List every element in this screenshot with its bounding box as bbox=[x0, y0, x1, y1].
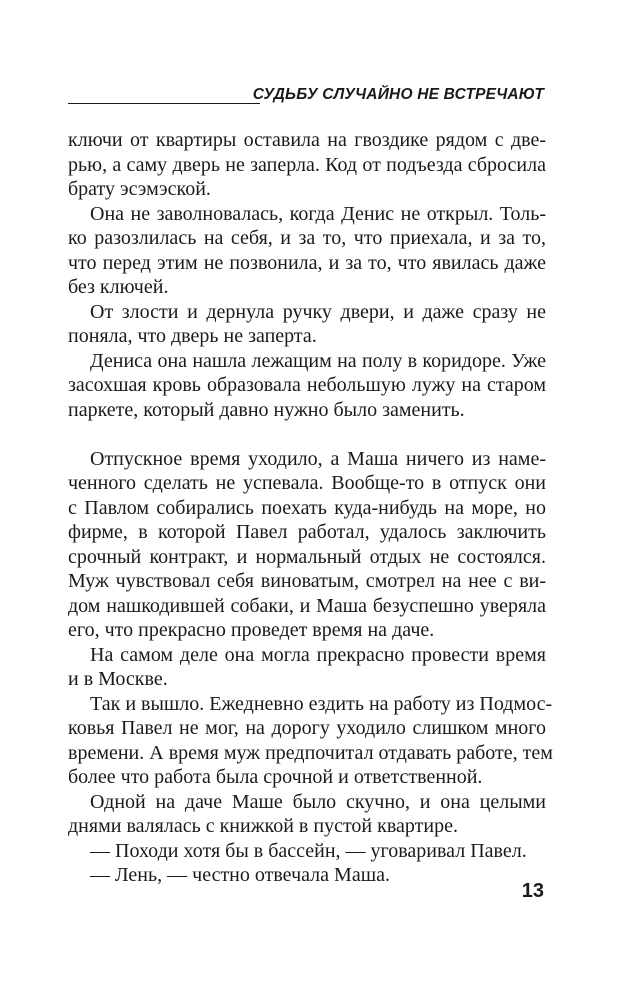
text-line: Дениса она нашла лежащим на полу в коридоре. Уже bbox=[90, 349, 546, 372]
running-title: СУДЬБУ СЛУЧАЙНО НЕ ВСТРЕЧАЮТ bbox=[252, 86, 544, 103]
text-line: его, что прекрасно проведет время на даче. bbox=[68, 619, 435, 641]
text-line: На самом деле она могла прекрасно провести время bbox=[90, 643, 546, 666]
text-line: и в Москве. bbox=[68, 668, 168, 690]
text-line: — Походи хотя бы в бассейн, — уговаривал Павел. bbox=[90, 839, 527, 862]
page-number: 13 bbox=[521, 880, 544, 902]
running-header bbox=[68, 86, 544, 110]
text-line: что перед этим не позвонила, и за то, что явилась даже bbox=[68, 251, 546, 274]
text-line: От злости и дернула ручку двери, и даже сразу не bbox=[90, 300, 546, 323]
text-line: времени. А время муж предпочитал отдавать работе, тем bbox=[68, 741, 553, 764]
text-line: рью, а саму дверь не заперла. Код от подъезда сбросила bbox=[68, 153, 546, 176]
text-line: поняла, что дверь не заперта. bbox=[68, 325, 317, 347]
text-line: ковья Павел не мог, на дорогу уходило слишком много bbox=[68, 717, 546, 739]
body-text bbox=[68, 128, 553, 888]
text-line: срочный контракт, и нормальный отдых не состоялся. bbox=[68, 545, 546, 568]
text-line: дом нашкодившей собаки, и Маша безуспешно уверяла bbox=[68, 594, 546, 617]
header-rule bbox=[68, 103, 260, 104]
text-line: более что работа была срочной и ответственной. bbox=[68, 766, 483, 788]
text-line: Одной на даче Маше было скучно, и она целыми bbox=[90, 790, 546, 813]
text-line: Отпускное время уходило, а Маша ничего из наме- bbox=[90, 447, 546, 470]
text-line: ключи от квартиры оставила на гвоздике рядом с две- bbox=[68, 129, 546, 151]
text-line: фирме, в которой Павел работал, удалось заключить bbox=[68, 521, 546, 543]
text-line: паркете, который давно нужно было заменить. bbox=[68, 398, 465, 421]
text-line: ченного сделать не успевала. Вообще-то в отпуск они bbox=[68, 472, 546, 494]
text-line: — Лень, — честно отвечала Маша. bbox=[90, 864, 390, 886]
text-line: с Павлом собирались поехать куда-нибудь на море, но bbox=[68, 496, 546, 519]
text-line: Она не заволновалась, когда Денис не открыл. Толь- bbox=[90, 202, 546, 225]
text-line: без ключей. bbox=[68, 276, 169, 298]
text-line: засохшая кровь образовала небольшую лужу на старом bbox=[68, 374, 546, 396]
text-line: брату эсэмэской. bbox=[68, 178, 211, 200]
text-line: ко разозлилась на себя, и за то, что приехала, и за то, bbox=[68, 227, 546, 249]
text-line: Так и вышло. Ежедневно ездить на работу из Подмос- bbox=[90, 692, 553, 715]
section-break bbox=[68, 422, 546, 447]
text-line: Муж чувствовал себя виноватым, смотрел на нее с ви- bbox=[68, 570, 546, 592]
text-line: днями валялась с книжкой в пустой квартире. bbox=[68, 815, 458, 837]
